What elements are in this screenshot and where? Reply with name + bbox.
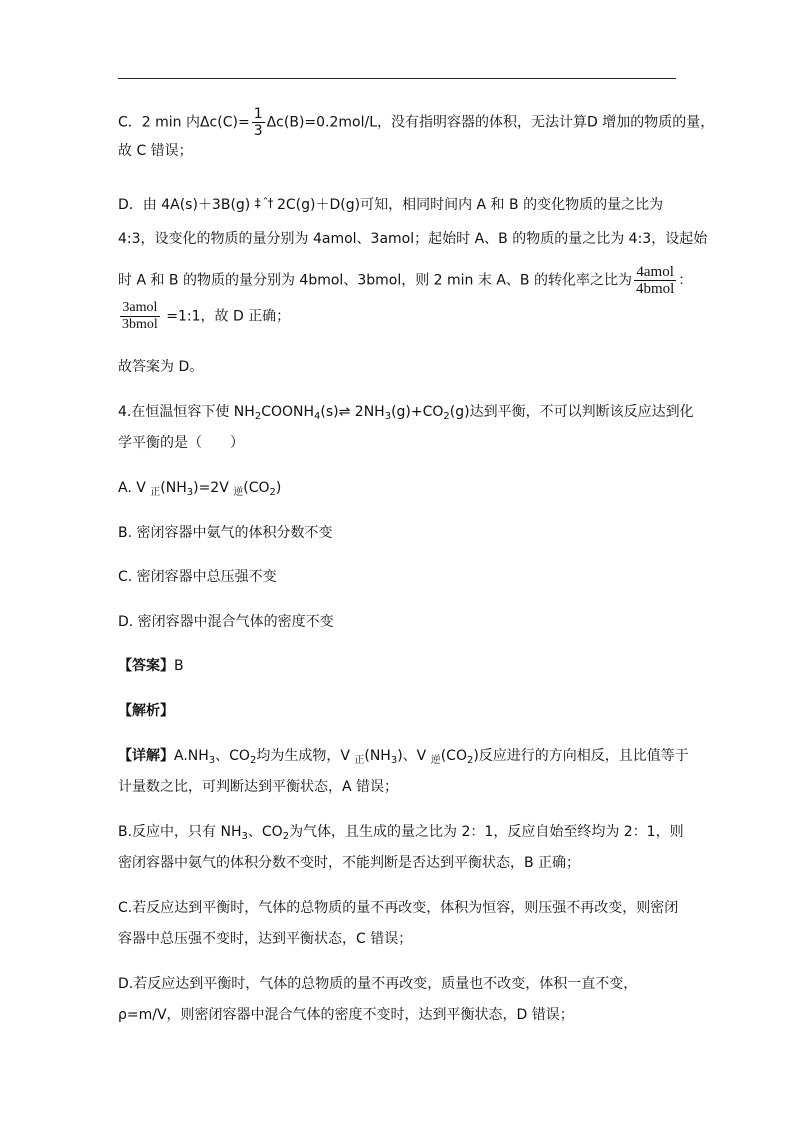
choice-c: C. 密闭容器中总压强不变: [118, 569, 277, 585]
option-d-line-3: [118, 264, 692, 297]
header-rule: [118, 78, 676, 79]
detail-d-line-1: D.若反应达到平衡时，气体的总物质的量不再改变，质量也不改变，体积一直不变，: [118, 976, 638, 992]
equilibrium-arrow-icon: ‡ ˆ†: [254, 196, 273, 210]
text: (g)达到平衡，不可以判断该反应达到化: [449, 404, 694, 420]
fraction-4a-4b: [634, 264, 676, 297]
detail-a-line-1: [118, 746, 689, 766]
denominator: 3: [253, 123, 263, 139]
detail-b-line-2: 密闭容器中氨气的体积分数不变时，不能判断是否达到平衡状态，B 正确；: [118, 855, 581, 871]
fraction-3a-3b: [120, 300, 160, 333]
subscript: 2: [269, 487, 276, 498]
text: COONH: [261, 404, 315, 420]
text: =1:1，故 D 正确；: [166, 308, 291, 325]
subscript: 逆: [233, 487, 244, 498]
option-c-line-2: 故 C 错误；: [118, 143, 193, 159]
choice-a: [118, 478, 281, 498]
subscript: 3: [390, 755, 398, 766]
text: (g)+CO: [391, 404, 444, 420]
text: C．2 min 内Δc(C)=: [118, 114, 250, 131]
text: 、CO: [215, 748, 250, 764]
subscript: 3: [384, 411, 392, 422]
choice-d: D. 密闭容器中混合气体的密度不变: [118, 614, 334, 630]
option-d-line-2: 4:3，设变化的物质的量分别为 4amol、3amol；起始时 A、B 的物质的量之比为 4:3，设起始: [118, 231, 708, 247]
text: (CO: [243, 480, 270, 496]
numerator: 4amol: [634, 264, 676, 281]
detail-label: 【详解】: [118, 748, 174, 764]
answer-summary: 故答案为 D。: [118, 359, 204, 375]
subscript: 3: [208, 755, 216, 766]
option-c-line-1: [118, 106, 714, 139]
subscript: 2: [443, 411, 450, 422]
text: B.反应中，只有 NH: [118, 824, 242, 840]
detail-c-line-1: C.若反应达到平衡时，气体的总物质的量不再改变，体积为恒容，则压强不再改变，则密闭: [118, 900, 679, 916]
choice-b: B. 密闭容器中氨气的体积分数不变: [118, 525, 333, 541]
text: 为气体，且生成的量之比为 2：1，反应自始至终均为 2：1，则: [289, 824, 684, 840]
subscript: 2: [282, 831, 290, 842]
text: )=2V: [193, 480, 234, 496]
question-4-line-2: 学平衡的是（ ）: [118, 435, 244, 451]
subscript: 3: [241, 831, 248, 842]
text: ：: [678, 272, 693, 289]
numerator: 3amol: [120, 300, 160, 317]
fraction-one-third: [252, 106, 265, 139]
text: )反应进行的方向相反，且比值等于: [473, 748, 689, 764]
detail-d-line-2: ρ=m/V，则密闭容器中混合气体的密度不变时，达到平衡状态，D 错误；: [118, 1007, 574, 1023]
subscript: 2: [249, 755, 257, 766]
text: (s)⇌ 2NH: [320, 404, 385, 420]
answer-value: B: [174, 658, 184, 674]
text: )、V: [397, 748, 431, 764]
text: 均为生成物，V: [256, 748, 355, 764]
text: 2C(g)＋D(g)可知，相同时间内 A 和 B 的变化物质的量之比为: [277, 197, 664, 213]
subscript: 逆: [430, 755, 441, 766]
subscript: 2: [254, 411, 262, 422]
subscript: 3: [186, 487, 194, 498]
option-d-line-4: [118, 300, 290, 333]
text: 4.在恒温恒容下使 NH: [118, 404, 255, 420]
text: Δc(B)=0.2mol/L，没有指明容器的体积，无法计算D 增加的物质的量，: [266, 114, 715, 131]
denominator: 3bmol: [122, 317, 158, 332]
option-d-line-1: [118, 193, 663, 215]
detail-a-line-2: 计量数之比，可判断达到平衡状态，A 错误；: [118, 779, 399, 795]
subscript: 4: [314, 411, 321, 422]
text: D．由 4A(s)＋3B(g): [118, 197, 251, 213]
subscript: 正: [354, 755, 365, 766]
detail-c-line-2: 容器中总压强不变时，达到平衡状态，C 错误；: [118, 931, 413, 947]
subscript: 2: [466, 755, 474, 766]
answer-label: 【答案】: [118, 658, 174, 674]
detail-b-line-1: [118, 822, 684, 842]
text: (NH: [160, 480, 187, 496]
analysis-label: 【解析】: [118, 703, 174, 719]
text: A. V: [118, 480, 151, 496]
text: ): [275, 480, 282, 496]
question-4-line-1: [118, 402, 694, 422]
answer-line: [118, 656, 184, 676]
subscript: 正: [150, 487, 161, 498]
text: 时 A 和 B 的物质的量分别为 4bmol、3bmol，则 2 min 末 A、B 的转化率之比为: [118, 272, 632, 289]
denominator: 4bmol: [635, 281, 675, 297]
text: 、CO: [247, 824, 283, 840]
numerator: 1: [253, 106, 263, 122]
text: A.NH: [174, 748, 209, 764]
text: (NH: [364, 748, 391, 764]
text: (CO: [440, 748, 467, 764]
